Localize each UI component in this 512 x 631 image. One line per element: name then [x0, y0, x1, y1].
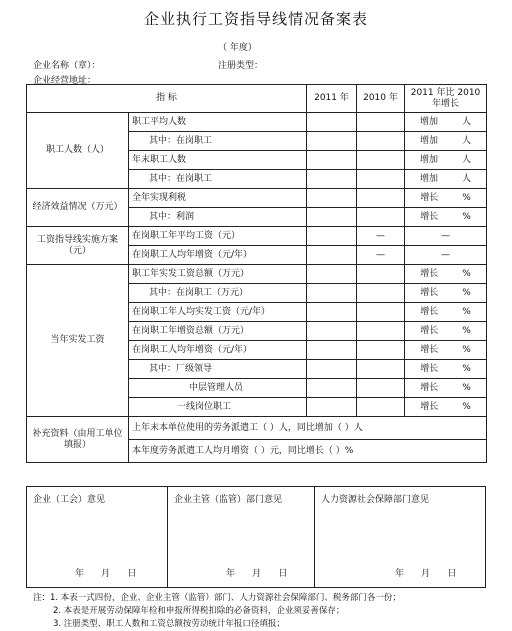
cell-2011[interactable] — [307, 341, 357, 360]
growth-cell[interactable] — [405, 341, 487, 360]
unit-text: % — [462, 287, 471, 298]
filing-table — [26, 84, 487, 463]
growth-header: 2011 年比 2010 年增长 — [405, 85, 487, 113]
unit-text: 人 — [462, 154, 472, 165]
unit-text: % — [462, 211, 471, 222]
row-label: 一线岗位职工 — [129, 398, 307, 417]
cell-2010[interactable] — [357, 189, 405, 208]
cell-2011[interactable] — [307, 227, 357, 246]
inc-text: 增长 — [420, 192, 439, 203]
group-benefit: 经济效益情况（万元） — [27, 189, 129, 227]
note-1: 注：1. 本表一式四份，企业、企业主管（监管）部门、人力资源社会保障部门、税务部门各一份； — [33, 593, 401, 603]
company-name-label: 企业名称（章）： — [33, 61, 101, 71]
registration-type-label: 注册类型： — [218, 61, 264, 71]
opinion-hr-label: 人力资源社会保障部门意见 — [321, 495, 430, 505]
dash-cell: — — [405, 246, 487, 265]
cell-2011[interactable] — [307, 398, 357, 417]
unit-text: 人 — [462, 173, 472, 184]
row-label: 其中：利润 — [129, 208, 307, 227]
growth-cell[interactable] — [405, 113, 487, 132]
group-guideline: 工资指导线实施方案（元） — [27, 227, 129, 265]
supplement-dispatch-count[interactable]: 上年末本单位使用的劳务派遣工（ ）人，同比增加（ ）人 — [129, 417, 487, 440]
row-label: 职工年实发工资总额（万元） — [129, 265, 307, 284]
row-label: 职工平均人数 — [129, 113, 307, 132]
unit-text: % — [462, 382, 471, 393]
opinion-company-date: 年 月 日 — [75, 569, 137, 579]
growth-cell[interactable] — [405, 189, 487, 208]
group-employees: 职工人数（人） — [27, 113, 129, 189]
row-label: 在岗职工年增资总额（万元） — [129, 322, 307, 341]
opinion-hr-date: 年 月 日 — [395, 569, 457, 579]
year-2010-header: 2010 年 — [357, 85, 405, 113]
cell-2011[interactable] — [307, 113, 357, 132]
opinion-company-label: 企业（工会）意见 — [33, 495, 106, 505]
company-address-label: 企业经营地址： — [33, 76, 97, 86]
dash-cell: — — [405, 227, 487, 246]
inc-text: 增长 — [420, 382, 439, 393]
supplement-dispatch-wage[interactable]: 本年度劳务派遣工人均月增资（ ）元，同比增长（ ）% — [129, 440, 487, 463]
cell-2011[interactable] — [307, 322, 357, 341]
row-label: 在岗职工人均年增资（元/年） — [129, 246, 307, 265]
unit-text: % — [462, 306, 471, 317]
row-label: 其中：在岗职工 — [129, 132, 307, 151]
row-label: 在岗职工人均年增资（元/年） — [129, 341, 307, 360]
inc-text: 增长 — [420, 287, 439, 298]
inc-text: 增加 — [419, 135, 438, 146]
inc-text: 增长 — [420, 325, 439, 336]
unit-text: % — [462, 325, 471, 336]
growth-cell[interactable] — [405, 151, 487, 170]
cell-2010[interactable] — [357, 322, 405, 341]
inc-text: 增长 — [420, 211, 439, 222]
form-title: 企业执行工资指导线情况备案表 — [143, 10, 368, 28]
row-label: 其中：在岗职工（万元） — [129, 284, 307, 303]
cell-2011[interactable] — [307, 246, 357, 265]
unit-text: % — [462, 192, 471, 203]
cell-2010[interactable] — [357, 170, 405, 189]
growth-cell[interactable] — [405, 322, 487, 341]
cell-2011[interactable] — [307, 265, 357, 284]
year-2011-header: 2011 年 — [307, 85, 357, 113]
row-label: 其中：厂级领导 — [129, 360, 307, 379]
inc-text: 增长 — [420, 363, 439, 374]
growth-cell[interactable] — [405, 284, 487, 303]
growth-cell[interactable] — [405, 208, 487, 227]
opinion-supervisor-date: 年 月 日 — [226, 569, 288, 579]
growth-cell[interactable] — [405, 265, 487, 284]
growth-cell[interactable] — [405, 360, 487, 379]
inc-text: 增加 — [419, 173, 438, 184]
unit-text: % — [462, 401, 471, 412]
cell-2010[interactable] — [357, 151, 405, 170]
growth-cell[interactable] — [405, 170, 487, 189]
inc-text: 增加 — [419, 154, 438, 165]
unit-text: % — [462, 363, 471, 374]
cell-2011[interactable] — [307, 284, 357, 303]
cell-2010[interactable] — [357, 265, 405, 284]
growth-cell[interactable] — [405, 132, 487, 151]
row-label: 中层管理人员 — [129, 379, 307, 398]
cell-2011[interactable] — [307, 379, 357, 398]
dash-cell: — — [357, 227, 405, 246]
opinion-hr[interactable] — [314, 486, 486, 588]
growth-cell[interactable] — [405, 379, 487, 398]
unit-text: % — [462, 268, 471, 279]
unit-text: 人 — [462, 135, 472, 146]
growth-cell[interactable] — [405, 398, 487, 417]
cell-2010[interactable] — [357, 360, 405, 379]
cell-2010[interactable] — [357, 113, 405, 132]
cell-2011[interactable] — [307, 303, 357, 322]
unit-text: % — [462, 344, 471, 355]
group-supplement: 补充资料（由用工单位填报） — [27, 417, 129, 463]
dash-cell: — — [357, 246, 405, 265]
year-line: （ 年度） — [218, 43, 257, 53]
cell-2011[interactable] — [307, 360, 357, 379]
group-actual-wages: 当年实发工资 — [27, 265, 129, 417]
inc-text: 增长 — [420, 401, 439, 412]
row-label: 年末职工人数 — [129, 151, 307, 170]
inc-text: 增长 — [420, 306, 439, 317]
inc-text: 增加 — [419, 116, 438, 127]
cell-2010[interactable] — [357, 284, 405, 303]
indicator-header: 指 标 — [27, 85, 307, 113]
cell-2010[interactable] — [357, 208, 405, 227]
inc-text: 增长 — [420, 268, 439, 279]
row-label: 在岗职工年人均实发工资（元/年） — [129, 303, 307, 322]
note-2: 2. 本表是开展劳动保障年检和申报所得税扣除的必备资料，企业须妥善保存； — [53, 606, 345, 616]
cell-2010[interactable] — [357, 341, 405, 360]
cell-2011[interactable] — [307, 208, 357, 227]
cell-2010[interactable] — [357, 303, 405, 322]
row-label: 全年实现利税 — [129, 189, 307, 208]
opinion-company[interactable] — [26, 486, 168, 588]
row-label: 其中：在岗职工 — [129, 170, 307, 189]
unit-text: 人 — [462, 116, 472, 127]
cell-2011[interactable] — [307, 151, 357, 170]
cell-2010[interactable] — [357, 132, 405, 151]
row-label: 在岗职工年平均工资（元） — [129, 227, 307, 246]
cell-2011[interactable] — [307, 132, 357, 151]
opinion-supervisor-label: 企业主管（监管）部门意见 — [174, 495, 283, 505]
notes — [33, 592, 401, 631]
cell-2011[interactable] — [307, 189, 357, 208]
note-3: 3. 注册类型、职工人数和工资总额按劳动统计年报口径填报； — [53, 619, 285, 629]
opinion-supervisor[interactable] — [167, 486, 315, 588]
cell-2010[interactable] — [357, 379, 405, 398]
inc-text: 增长 — [420, 344, 439, 355]
growth-cell[interactable] — [405, 303, 487, 322]
cell-2011[interactable] — [307, 170, 357, 189]
cell-2010[interactable] — [357, 398, 405, 417]
